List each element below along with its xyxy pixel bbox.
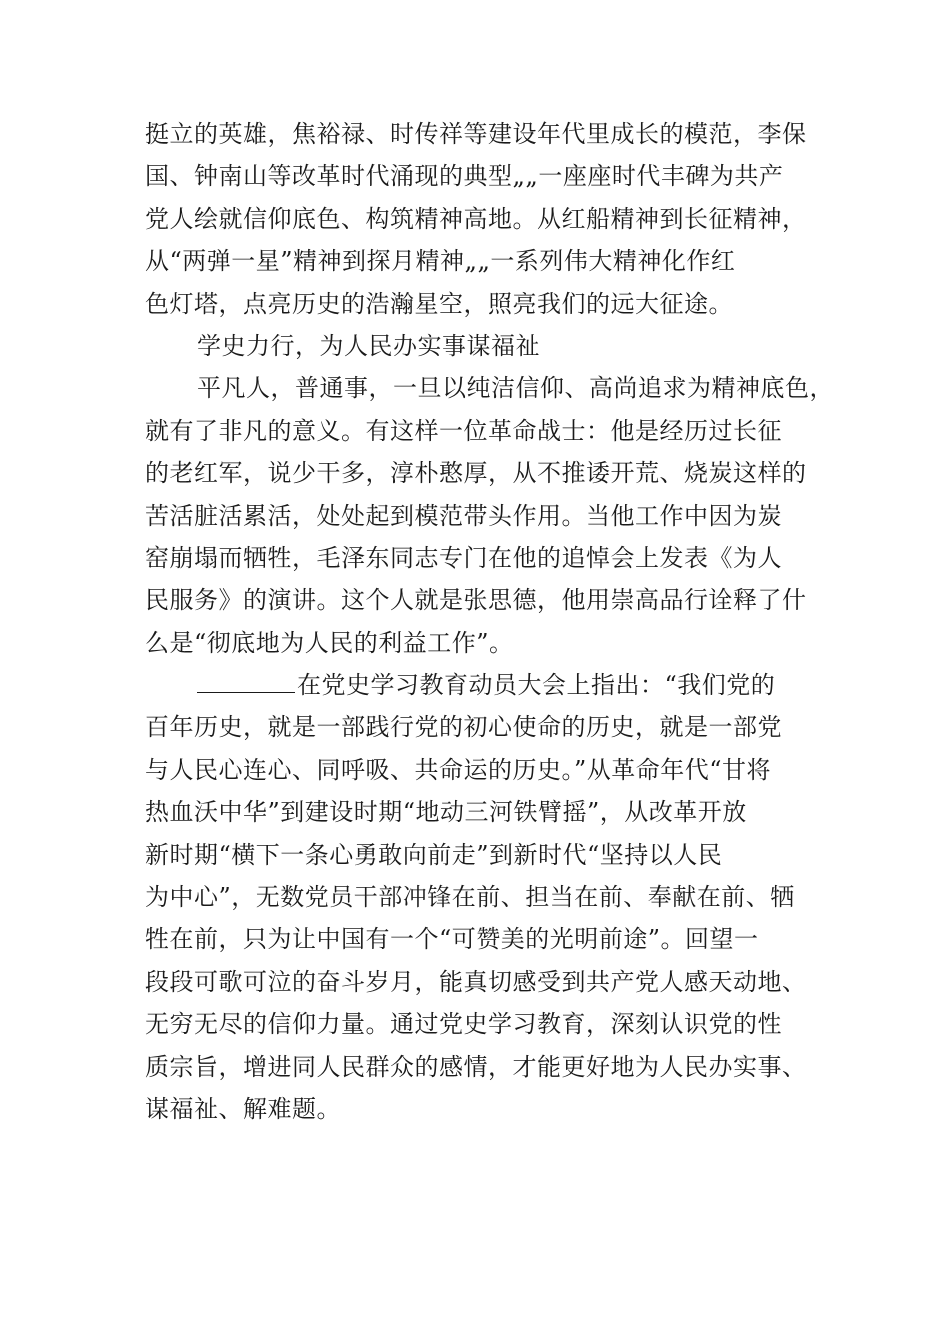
paragraph-line: 谋福祉、解难题。 <box>145 1094 341 1123</box>
paragraph-line: 么是“彻底地为人民的利益工作”。 <box>145 628 514 657</box>
paragraph-line: 民服务》的演讲。这个人就是张思德，他用崇高品行诠释了什 <box>145 586 807 615</box>
paragraph-line: 挺立的英雄，焦裕禄、时传祥等建设年代里成长的模范，李保 <box>145 120 807 148</box>
paragraph-line: 就有了非凡的意义。有这样一位革命战士：他是经历过长征 <box>145 416 782 445</box>
paragraph-line: 的老红军，说少干多，淳朴憨厚，从不推诿开荒、烧炭这样的 <box>145 459 807 488</box>
paragraph-line: 与人民心连心、同呼吸、共命运的历史。”从革命年代“甘将 <box>145 755 772 784</box>
paragraph-line: 牲在前，只为让中国有一个“可赞美的光明前途”。回望一 <box>145 925 759 954</box>
paragraph-line: 为中心”，无数党员干部冲锋在前、担当在前、奉献在前、牺 <box>145 883 795 912</box>
paragraph-line: 色灯塔，点亮历史的浩瀚星空，照亮我们的远大征途。 <box>145 289 733 318</box>
document-body <box>145 113 834 1130</box>
paragraph-line: 段段可歌可泣的奋斗岁月，能真切感受到共产党人感天动地、 <box>145 967 807 996</box>
paragraph-line: 窑崩塌而牺牲，毛泽东同志专门在他的追悼会上发表《为人 <box>145 543 782 572</box>
paragraph-text: 在党史学习教育动员大会上指出：“我们党的 <box>297 671 776 700</box>
section-heading: 学史力行，为人民办实事谋福祉 <box>197 331 540 360</box>
paragraph-line: 苦活脏活累活，处处起到模范带头作用。当他工作中因为炭 <box>145 501 782 530</box>
paragraph-line: 国、钟南山等改革时代涌现的典型„„一座座时代丰碑为共产 <box>145 162 784 191</box>
paragraph-line: 平凡人，普通事，一旦以纯洁信仰、高尚追求为精神底色， <box>197 374 834 403</box>
paragraph-line: 新时期“横下一条心勇敢向前走”到新时代“坚持以人民 <box>145 840 723 869</box>
paragraph-line-with-blank <box>145 664 815 706</box>
paragraph-line: 质宗旨，增进同人民群众的感情，才能更好地为人民办实事、 <box>145 1052 807 1081</box>
paragraph-line: 热血沃中华”到建设时期“地动三河铁臂摇”，从改革开放 <box>145 798 747 827</box>
paragraph-line: 从“两弹一星”精神到探月精神„„一系列伟大精神化作红 <box>145 247 736 276</box>
fill-in-blank <box>197 668 295 693</box>
paragraph-line: 无穷无尽的信仰力量。通过党史学习教育，深刻认识党的性 <box>145 1010 782 1039</box>
paragraph-line: 党人绘就信仰底色、构筑精神高地。从红船精神到长征精神， <box>145 204 807 233</box>
paragraph-line: 百年历史，就是一部践行党的初心使命的历史，就是一部党 <box>145 713 782 742</box>
